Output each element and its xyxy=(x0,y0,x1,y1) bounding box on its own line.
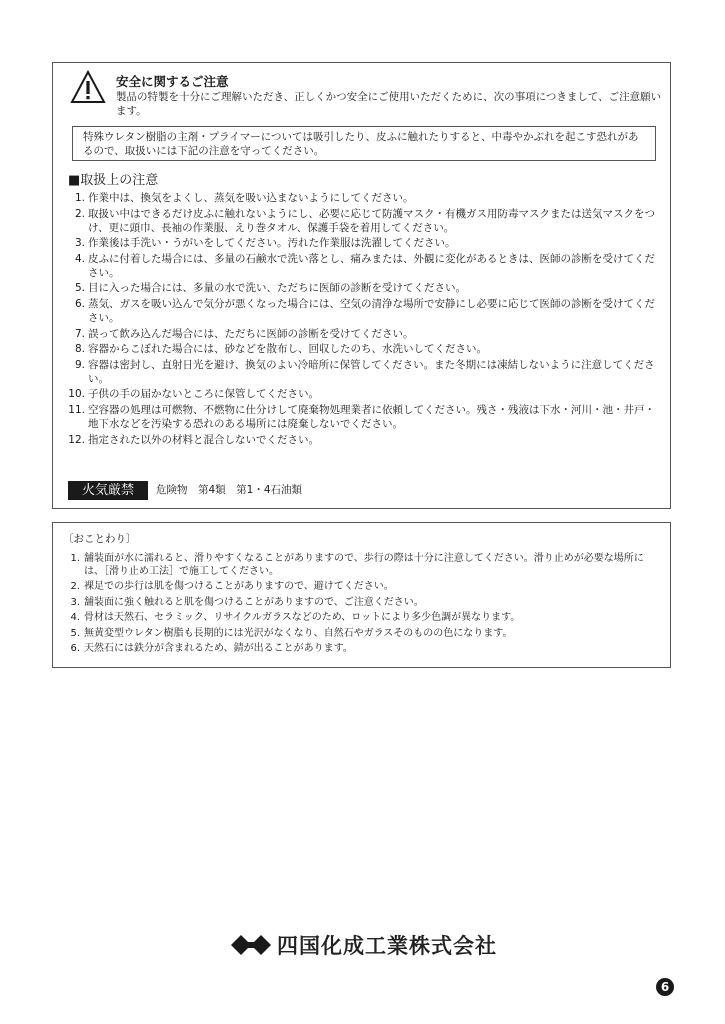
list-item xyxy=(63,642,663,655)
item-number: 6. xyxy=(70,642,80,654)
list-item xyxy=(63,403,663,431)
list-item xyxy=(63,207,663,235)
item-text: 作業中は、換気をよくし、蒸気を吸い込まないようにしてください。 xyxy=(88,192,414,204)
item-text: 蒸気、ガスを吸い込んで気分が悪くなった場合には、空気の清浄な場所で安静にし必要に応じて医師の診断を受けてください。 xyxy=(88,297,655,324)
list-item xyxy=(63,596,663,609)
company-name: 四国化成工業株式会社 xyxy=(277,934,497,958)
item-number: 3. xyxy=(70,596,80,608)
item-number: 9. xyxy=(74,358,85,371)
item-number: 4. xyxy=(70,612,80,624)
item-text: 舗装面に強く触れると肌を傷つけることがありますので、ご注意ください。 xyxy=(84,596,424,608)
safety-title: 安全に関するご注意 xyxy=(116,74,229,89)
safety-section xyxy=(52,62,671,509)
item-number: 7. xyxy=(74,327,85,340)
disclaimer-section xyxy=(52,522,671,668)
list-item xyxy=(63,580,663,593)
item-text: 空容器の処理は可燃物、不燃物に仕分けして廃棄物処理業者に依頼してください。残さ・残液は下水・河川・池・井戸・地下水などを汚染する恐れのある場所には廃棄しないでください。 xyxy=(88,403,655,430)
item-text: 無黄変型ウレタン樹脂も長期的には光沢がなくなり、自然石やガラスそのものの色になります。 xyxy=(84,627,513,639)
toxicity-notice: 特殊ウレタン樹脂の主剤・プライマーについては吸引したり、皮ふに触れたりすると、中毒やかぶれを起こす恐れがあるので、取扱いには下記の注意を守ってください。 xyxy=(72,126,656,161)
handling-heading: ■取扱上の注意 xyxy=(68,173,159,188)
warning-icon xyxy=(70,70,106,104)
item-number: 10. xyxy=(68,388,85,401)
item-text: 取扱い中はできるだけ皮ふに触れないようにし、必要に応じて防護マスク・有機ガス用防毒マスクまたは送気マスクをつけ、更に頭巾、長袖の作業服、えり巻タオル、保護手袋を着用してください。 xyxy=(88,207,655,234)
list-item xyxy=(63,297,663,325)
list-item xyxy=(63,358,663,386)
item-number: 2. xyxy=(74,207,85,220)
page-number: 6 xyxy=(656,978,674,996)
company-logo xyxy=(231,933,497,957)
item-text: 容器は密封し、直射日光を避け、換気のよい冷暗所に保管してください。また冬期には凍結しないように注意してください。 xyxy=(88,358,655,385)
handling-list xyxy=(63,191,663,448)
logo-mark-icon xyxy=(231,934,271,956)
item-number: 2. xyxy=(70,581,80,593)
item-number: 1. xyxy=(74,192,85,204)
fire-warning-label: 火気厳禁 xyxy=(68,481,148,500)
disclaimer-list xyxy=(63,552,663,657)
item-number: 5. xyxy=(74,282,85,295)
item-text: 誤って飲み込んだ場合には、ただちに医師の診断を受けてください。 xyxy=(88,327,414,340)
item-text: 指定された以外の材料と混合しないでください。 xyxy=(88,433,319,446)
item-number: 11. xyxy=(68,403,85,416)
item-text: 天然石には鉄分が含まれるため、錆が出ることがあります。 xyxy=(84,642,353,654)
item-text: 裸足での歩行は肌を傷つけることがありますので、避けてください。 xyxy=(84,581,394,593)
list-item xyxy=(63,433,663,447)
item-text: 作業後は手洗い・うがいをしてください。汚れた作業服は洗濯してください。 xyxy=(88,237,456,250)
list-item xyxy=(63,627,663,640)
item-number: 4. xyxy=(74,252,85,265)
safety-intro: 製品の特製を十分にご理解いただき、正しくかつ安全にご使用いただくために、次の事項につきまして、ご注意願います。 xyxy=(116,91,662,117)
list-item xyxy=(63,236,663,250)
list-item xyxy=(63,252,663,280)
item-number: 12. xyxy=(68,433,85,446)
item-text: 子供の手の届かないところに保管してください。 xyxy=(88,388,319,401)
list-item xyxy=(63,281,663,295)
item-text: 舗装面が水に濡れると、滑りやすくなることがありますので、歩行の際は十分に注意してください。滑り止めが必要な場所には、［滑り止め工法］で施工してください。 xyxy=(84,553,644,577)
list-item xyxy=(63,611,663,624)
item-text: 骨材は天然石、セラミック、リサイクルガラスなどのため、ロットにより多少色調が異なります。 xyxy=(84,612,521,624)
list-item xyxy=(63,552,663,578)
list-item xyxy=(63,387,663,401)
item-text: 目に入った場合には、多量の水で洗い、ただちに医師の診断を受けてください。 xyxy=(88,282,466,295)
list-item xyxy=(63,342,663,356)
disclaimer-title: 〔おことわり〕 xyxy=(63,533,137,545)
item-text: 容器からこぼれた場合には、砂などを散布し、回収したのち、水洗いしてください。 xyxy=(88,343,487,356)
list-item xyxy=(63,327,663,341)
item-number: 1. xyxy=(70,553,80,564)
hazard-class-text: 危険物 第4類 第1・4石油類 xyxy=(156,484,303,496)
item-number: 6. xyxy=(74,297,85,310)
list-item xyxy=(63,191,663,205)
item-number: 5. xyxy=(70,627,80,639)
item-number: 8. xyxy=(74,343,85,356)
item-text: 皮ふに付着した場合には、多量の石鹸水で洗い落とし、痛みまたは、外観に変化があるときは、医師の診断を受けてください。 xyxy=(88,252,655,279)
item-number: 3. xyxy=(74,237,85,250)
